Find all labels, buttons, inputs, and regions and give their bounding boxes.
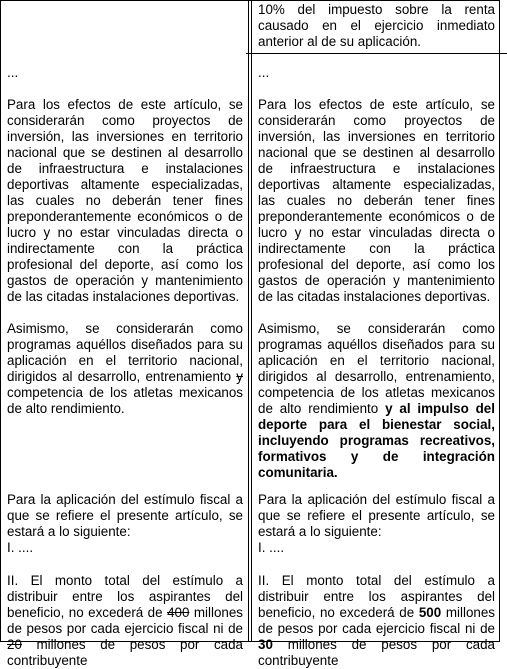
left-item-i: I. ....	[7, 540, 34, 555]
right-item-ii: II. El monto total del estímulo a distribuir entre los aspirantes del beneficio, no excederá de 500 millones de pesos por cada ejercicio fiscal ni de 30 millones de pesos por cada contribuyente	[258, 573, 495, 668]
right-paragraph-programas	[258, 321, 495, 481]
right-bold-30: 30	[258, 637, 273, 652]
left-struck-400: 400	[167, 605, 190, 620]
left-programas-struck-y: y	[236, 369, 243, 384]
right-bold-500: 500	[418, 605, 442, 620]
right-ellipsis-1: ...	[258, 65, 270, 80]
right-paragraph-proyectos: Para los efectos de este artículo, se considerarán como proyectos de inversión, las inversiones en territorio nacional que se destinen al desarrollo de infraestructura e instalaciones deportivas altamente especializadas, las cuales no deberán tener fines preponderantemente económicos o de lucro y no estar vinculadas directa o indirectamente con la práctica profesional del deporte, así como los gastos de operación y mantenimiento de las citadas instalaciones deportivas.	[258, 97, 495, 304]
left-paragraph-proyectos: Para los efectos de este artículo, se considerarán como proyectos de inversión, las inversiones en territorio nacional que se destinen al desarrollo de infraestructura e instalaciones deportivas altamente especializadas, las cuales no deberán tener fines preponderantemente económicos o de lucro y no estar vinculadas directa o indirectamente con la práctica profesional del deporte, así como los gastos de operación y mantenimiento de las citadas instalaciones deportivas.	[7, 97, 243, 304]
right-programas-text-a: Asimismo, se considerarán como programas aquéllos diseñados para su aplicación en el territorio nacional, dirigidos al desarrollo, entrenamiento, competencia de los atletas mexicanos de alto rendimiento	[258, 321, 495, 416]
left-paragraph-programas	[7, 321, 243, 417]
left-programas-text-b: competencia de los atletas mexicanos de alto rendimiento.	[7, 385, 243, 416]
left-item-ii: II. El monto total del estímulo a distribuir entre los aspirantes del beneficio, no excederá de 400 millones de pesos por cada ejercicio fiscal ni de 20 millones de pesos por cada contribuyente	[7, 573, 243, 668]
right-paragraph-aplicacion: Para la aplicación del estímulo fiscal a que se refiere el presente artículo, se estará a lo siguiente:	[258, 492, 495, 539]
right-top-text: 10% del impuesto sobre la renta causado en el ejercicio inmediato anterior al de su aplicación.	[258, 2, 495, 49]
right-programas-added-bold: y al impulso del deporte para el bienestar social, incluyendo programas recreativos, formativos y de integración comunitaria.	[258, 401, 495, 480]
right-top-divider	[246, 53, 507, 54]
left-struck-20: 20	[7, 637, 22, 652]
right-item-i: I. ....	[258, 540, 285, 555]
left-programas-text-a: Asimismo, se considerarán como programas aquéllos diseñados para su aplicación en el territorio nacional, dirigidos al desarrollo, entrenamiento	[7, 321, 243, 384]
left-paragraph-aplicacion: Para la aplicación del estímulo fiscal a que se refiere el presente artículo, se estará a lo siguiente:	[7, 492, 243, 539]
proposed-text-column	[251, 1, 501, 668]
current-text-column	[1, 1, 249, 668]
left-ellipsis-1: ...	[7, 65, 19, 80]
